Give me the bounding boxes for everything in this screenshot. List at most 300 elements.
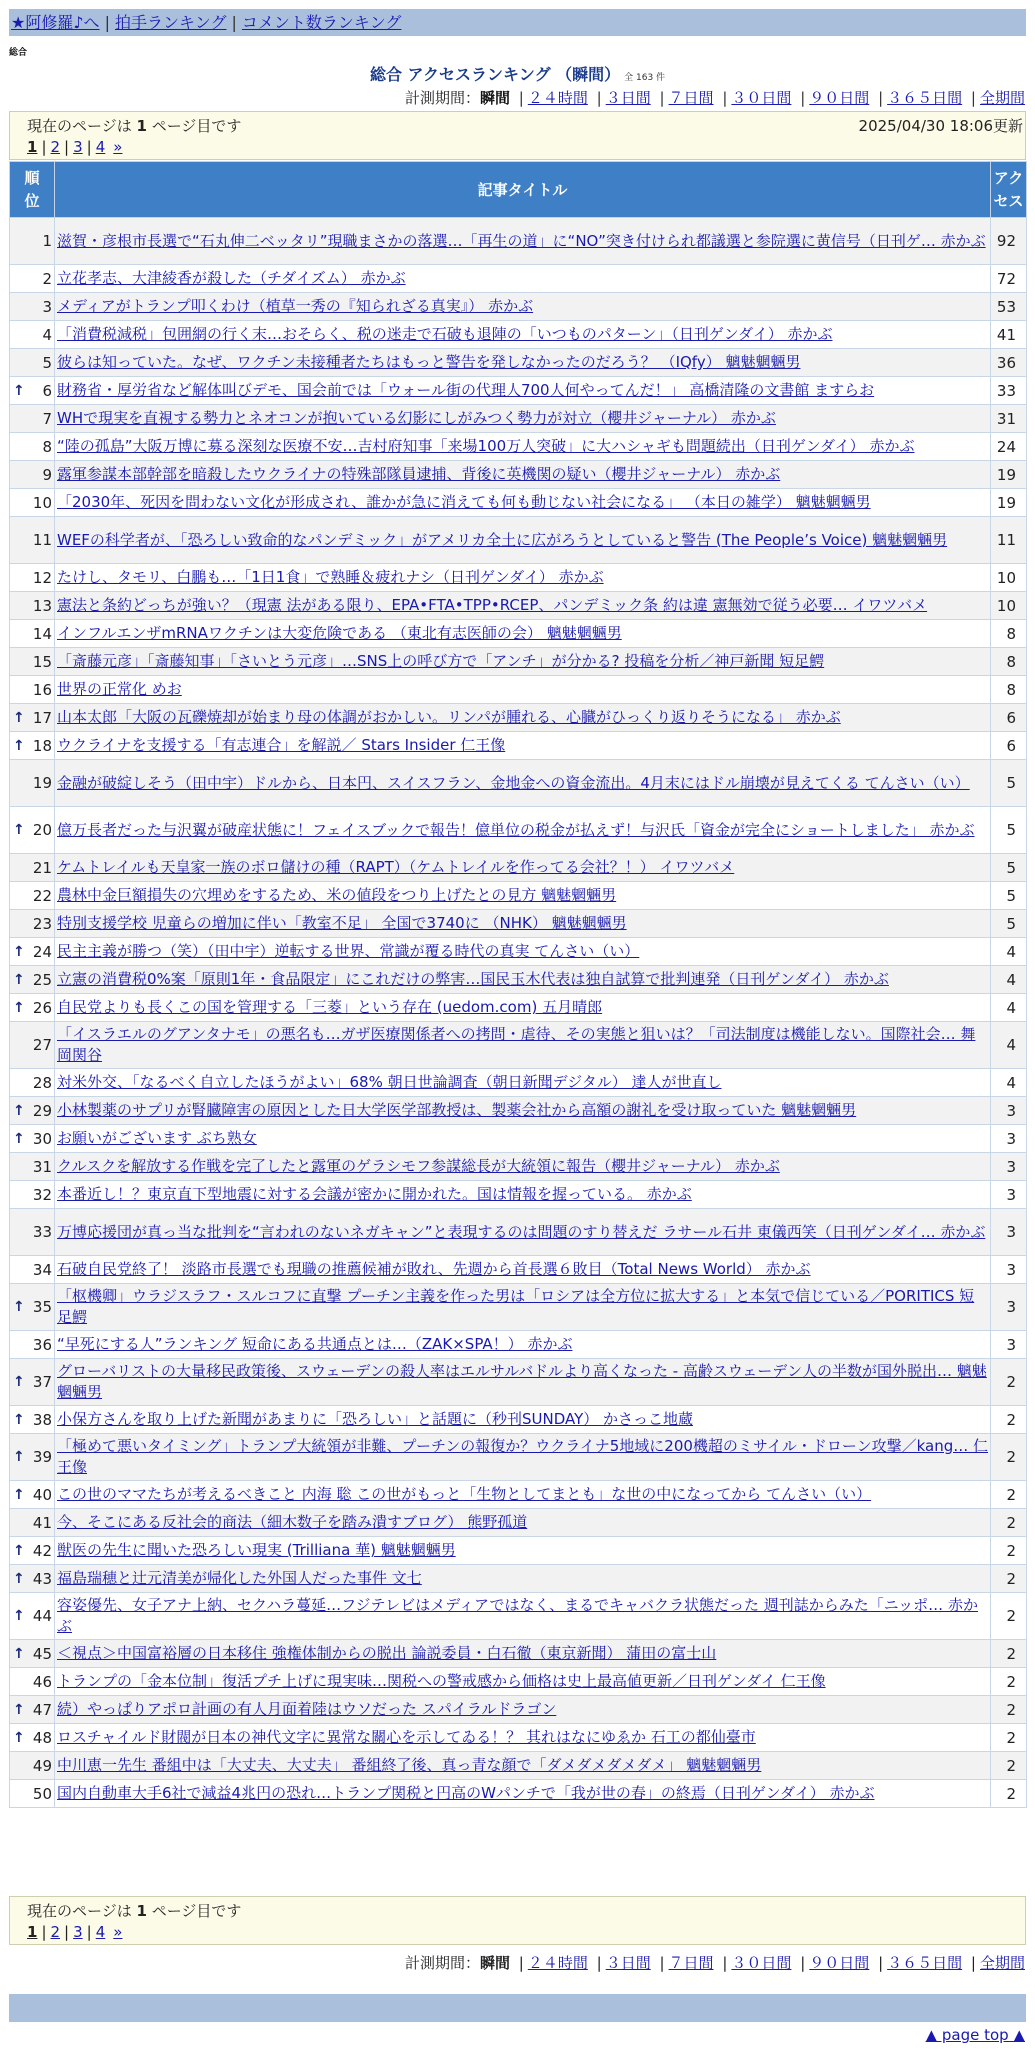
rank-number: 26 (32, 998, 52, 1017)
up-arrow-icon: ↑ (13, 1645, 25, 1662)
article-title-link[interactable]: 自民党よりも長くこの国を管理する「三菱」という存在 (uedom.com) 五月晴郎 (57, 998, 603, 1016)
page-link-4[interactable]: 4 (95, 1923, 106, 1941)
rank-number: 46 (32, 1672, 52, 1691)
title-cell (55, 620, 991, 648)
title-cell (55, 218, 991, 265)
up-arrow-icon: ↑ (13, 1729, 25, 1746)
title-cell (55, 321, 991, 349)
rank-cell (10, 1125, 55, 1153)
title-cell (55, 489, 991, 517)
title-cell (55, 1481, 991, 1509)
section-label: 総合 (9, 48, 28, 58)
rank-number: 32 (32, 1185, 52, 1204)
rank-cell (10, 648, 55, 676)
article-title-link[interactable]: 万博応援団が真っ当な批判を“言われのないネガキャン”と表現するのは問題のすり替えだ ラサール石井 東儀西笑（日刊ゲンダイ… 赤かぶ (57, 1222, 986, 1241)
title-cell (55, 1181, 991, 1209)
title-cell (55, 517, 991, 564)
title-cell (55, 349, 991, 377)
period-link-all[interactable]: 全期間 (979, 89, 1025, 107)
rank-cell (10, 910, 55, 938)
access-count: 2 (991, 1359, 1027, 1406)
article-title-link[interactable]: 立憲の消費税0%案「原則1年・食品限定」にこれだけの弊害…国民玉木代表は独自試算で批判連発（日刊ゲンダイ） 赤かぶ (57, 970, 889, 988)
access-count: 2 (991, 1481, 1027, 1509)
table-row (10, 1153, 1027, 1181)
table-row (10, 489, 1027, 517)
article-title-link[interactable]: この世のママたちが考えるべきこと 内海 聡 この世がもっと「生物としてまとも」な世の中になってから てんさい（い） (57, 1485, 872, 1503)
up-arrow-icon: ↑ (13, 1102, 25, 1119)
total-count: 全 163 件 (624, 73, 666, 83)
table-row (10, 1331, 1027, 1359)
up-arrow-icon: ↑ (13, 1411, 25, 1428)
title-cell (55, 910, 991, 938)
rank-number: 1 (42, 232, 52, 250)
rank-number: 41 (32, 1513, 52, 1532)
period-link-365d[interactable]: ３６５日間 (887, 1954, 963, 1972)
access-count: 92 (991, 218, 1027, 265)
table-row (10, 966, 1027, 994)
ranking-title-line (0, 62, 1035, 85)
title-cell (55, 1752, 991, 1780)
article-title-link[interactable]: クルスクを解放する作戦を完了したと露軍のゲラシモフ参謀総長が大統領に報告（櫻井ジャーナル） 赤かぶ (57, 1157, 780, 1175)
period-selector-bottom: 計測期間：瞬間 | ２４時間 | ３日間 | ７日間 | ３０日間 | ９０日間 | ３６５日間 | 全期間 (404, 1954, 1025, 1972)
page-next-link[interactable]: » (113, 138, 123, 156)
article-title-link[interactable]: 山本太郎「大阪の瓦礫焼却が始まり母の体調がおかしい。リンパが腫れる、心臓がひっくり返りそうになる」 赤かぶ (57, 708, 841, 726)
up-arrow-icon: ↑ (13, 1486, 25, 1503)
period-link-7d[interactable]: ７日間 (668, 89, 714, 107)
rank-number: 3 (42, 297, 52, 316)
table-row (10, 1256, 1027, 1284)
rank-cell (10, 1181, 55, 1209)
access-count: 5 (991, 807, 1027, 854)
period-current: 瞬間 (479, 89, 510, 107)
up-arrow-icon: ↑ (13, 737, 25, 754)
access-count: 2 (991, 1509, 1027, 1537)
article-title-link[interactable]: 対米外交、「なるべく自立したほうがよい」68% 朝日世論調査（朝日新聞デジタル） 達人が世直し (57, 1073, 722, 1091)
rank-cell (10, 882, 55, 910)
article-title-link[interactable]: ケムトレイルも天皇家一族のボロ儲けの種（RAPT）（ケムトレイルを作ってる会社？！） イワツバメ (57, 858, 735, 876)
rank-number: 35 (32, 1298, 52, 1316)
nav-link-comment-ranking[interactable]: コメント数ランキング (241, 13, 402, 32)
period-label: 計測期間： (404, 1954, 480, 1972)
ranking-table (9, 161, 1027, 1808)
title-cell (55, 1153, 991, 1181)
rank-cell (10, 1565, 55, 1593)
title-cell (55, 648, 991, 676)
rank-cell (10, 1331, 55, 1359)
rank-cell (10, 1481, 55, 1509)
header-access: アクセス (991, 162, 1027, 218)
access-count: 8 (991, 648, 1027, 676)
period-selector-top: 計測期間：瞬間 | ２４時間 | ３日間 | ７日間 | ３０日間 | ９０日間 | ３６５日間 | 全期間 (404, 89, 1025, 107)
pagination: 1 | 2 | 3 | 4 » (27, 138, 123, 156)
title-cell (55, 854, 991, 882)
table-row (10, 293, 1027, 321)
article-title-link[interactable]: WHで現実を直視する勢力とネオコンが抱いている幻影にしがみつく勢力が対立（櫻井ジャーナル） 赤かぶ (57, 409, 776, 427)
access-count: 33 (991, 377, 1027, 405)
rank-cell (10, 704, 55, 732)
nav-separator: | (231, 13, 237, 32)
period-link-365d[interactable]: ３６５日間 (887, 89, 963, 107)
article-title-link[interactable]: 「枢機卿」ウラジスラフ・スルコフに直撃 プーチン主義を作った男は「ロシアは全方位に拡大する」と本気で信じている／PORITICS 短足鰐 (57, 1287, 975, 1326)
access-count: 2 (991, 1724, 1027, 1752)
article-title-link[interactable]: 今、そこにある反社会的商法（細木数子を踏み潰すブログ） 熊野孤道 (57, 1513, 528, 1531)
period-link-24h[interactable]: ２４時間 (527, 89, 588, 107)
rank-number: 22 (32, 886, 52, 905)
access-count: 3 (991, 1284, 1027, 1331)
article-title-link[interactable]: 容姿優先、女子アナ上納、セクハラ蔓延…フジテレビはメディアではなく、まるでキャバクラ状態だった 週刊誌からみた「ニッポ… 赤かぶ (57, 1596, 978, 1635)
page-link-4[interactable]: 4 (95, 138, 106, 156)
rank-number: 31 (32, 1157, 52, 1176)
article-title-link[interactable]: 本番近し！？東京直下型地震に対する会議が密かに開かれた。国は情報を握っている。 赤かぶ (57, 1185, 692, 1203)
rank-number: 12 (32, 568, 52, 587)
article-title-link[interactable]: 世界の正常化 めお (57, 680, 182, 698)
access-count: 31 (991, 405, 1027, 433)
table-row (10, 592, 1027, 620)
rank-cell (10, 564, 55, 592)
table-row (10, 882, 1027, 910)
rank-number: 48 (32, 1728, 52, 1747)
rank-number: 49 (32, 1756, 52, 1775)
rank-cell (10, 1640, 55, 1668)
table-row (10, 1069, 1027, 1097)
access-count: 2 (991, 1668, 1027, 1696)
period-link-30d[interactable]: ３０日間 (731, 1954, 792, 1972)
article-title-link[interactable]: 彼らは知っていた。なぜ、ワクチン未接種者たちはもっと警告を発しなかったのだろう？ （IQfy） 魑魅魍魎男 (57, 353, 801, 371)
rank-cell (10, 938, 55, 966)
table-row (10, 461, 1027, 489)
article-title-link[interactable]: お願いがございます ぶち熟女 (57, 1129, 257, 1147)
title-cell (55, 405, 991, 433)
article-title-link[interactable]: 獣医の先生に聞いた恐ろしい現実 (Trilliana 華) 魑魅魍魎男 (57, 1541, 456, 1559)
table-row (10, 1509, 1027, 1537)
access-count: 2 (991, 1406, 1027, 1434)
table-row (10, 349, 1027, 377)
article-title-link[interactable]: 「2030年、死因を問わない文化が形成され、誰かが急に消えても何も動じない社会になる」 （本日の雑学） 魑魅魍魎男 (57, 493, 871, 511)
rank-cell (10, 1509, 55, 1537)
nav-link-asyura-home[interactable]: ★阿修羅♪へ (11, 13, 100, 32)
rank-cell (10, 1593, 55, 1640)
rank-number: 18 (32, 736, 52, 755)
table-row (10, 1593, 1027, 1640)
rank-cell (10, 994, 55, 1022)
period-label: 計測期間： (404, 89, 480, 107)
article-title-link[interactable]: ＜視点＞中国富裕層の日本移住 強権体制からの脱出 論説委員・白石徹（東京新聞） 蒲田の富士山 (57, 1644, 717, 1662)
article-title-link[interactable]: 福島瑞穂と辻元清美が帰化した外国人だった事件 文七 (57, 1569, 422, 1587)
table-row (10, 1481, 1027, 1509)
article-title-link[interactable]: 「極めて悪いタイミング」トランプ大統領が非難、プーチンの報復か？ウクライナ5地域に200機超のミサイル・ドローン攻撃／kang… 仁王像 (57, 1437, 988, 1476)
up-arrow-icon: ↑ (13, 1570, 25, 1587)
rank-number: 39 (32, 1448, 52, 1466)
rank-number: 29 (32, 1101, 52, 1120)
access-count: 5 (991, 760, 1027, 807)
rank-number: 24 (32, 942, 52, 961)
rank-cell (10, 1724, 55, 1752)
article-title-link[interactable]: 滋賀・彦根市長選で“石丸伸二ベッタリ”現職まさかの落選…「再生の道」に“NO”突き付けられ都議選と参院選に黄信号（日刊ゲ… 赤かぶ (57, 231, 986, 250)
title-cell (55, 433, 991, 461)
up-arrow-icon: ↑ (13, 1542, 25, 1559)
title-cell (55, 1097, 991, 1125)
page-next-link[interactable]: » (113, 1923, 123, 1941)
article-title-link[interactable]: トランプの「金本位制」復活プチ上げに現実味…関税への警戒感から価格は史上最高値更新／日刊ゲンダイ 仁王像 (57, 1672, 826, 1690)
rank-number: 25 (32, 970, 52, 989)
article-title-link[interactable]: ウクライナを支援する「有志連合」を解説／ Stars Insider 仁王像 (57, 736, 506, 754)
title-cell (55, 938, 991, 966)
rank-number: 47 (32, 1700, 52, 1719)
article-title-link[interactable]: 石破自民党終了！ 淡路市長選でも現職の推薦候補が敗れ、先週から首長選６敗目（Total News World） 赤かぶ (57, 1260, 811, 1278)
article-title-link[interactable]: インフルエンザmRNAワクチンは大変危険である （東北有志医師の会） 魑魅魍魎男 (57, 624, 622, 642)
nav-separator: | (104, 13, 110, 32)
table-row (10, 648, 1027, 676)
article-title-link[interactable]: “陸の孤島”大阪万博に募る深刻な医療不安…吉村府知事「来場100万人突破」に大ハシャギも問題続出（日刊ゲンダイ） 赤かぶ (57, 437, 915, 455)
header-rank: 順位 (10, 162, 55, 218)
table-row (10, 1780, 1027, 1808)
rank-cell (10, 1022, 55, 1069)
pagination: 1 | 2 | 3 | 4 » (27, 1923, 123, 1941)
page-link-2[interactable]: 2 (50, 1923, 61, 1941)
article-title-link[interactable]: 農林中金巨額損失の穴埋めをするため、米の値段をつり上げたとの見方 魑魅魍魎男 (57, 886, 617, 904)
access-count: 3 (991, 1125, 1027, 1153)
article-title-link[interactable]: たけし、タモリ、白鵬も…「1日1食」で熟睡＆疲れナシ（日刊ゲンダイ） 赤かぶ (57, 568, 604, 586)
access-count: 10 (991, 592, 1027, 620)
title-cell (55, 377, 991, 405)
rank-number: 16 (32, 680, 52, 699)
title-cell (55, 760, 991, 807)
access-count: 24 (991, 433, 1027, 461)
table-row (10, 938, 1027, 966)
article-title-link[interactable]: 立花孝志、大津綾香が殺した（チダイズム） 赤かぶ (57, 269, 406, 287)
rank-number: 50 (32, 1784, 52, 1803)
rank-cell (10, 461, 55, 489)
article-title-link[interactable]: 小林製薬のサプリが腎臓障害の原因とした日大学医学部教授は、製薬会社から高額の謝礼を受け取っていた 魑魅魍魎男 (57, 1101, 857, 1119)
table-row (10, 1640, 1027, 1668)
ranking-title: 総合 アクセスランキング （瞬間） (369, 65, 621, 84)
rank-number: 19 (32, 774, 52, 792)
table-row (10, 676, 1027, 704)
table-row (10, 732, 1027, 760)
title-cell (55, 265, 991, 293)
title-cell (55, 994, 991, 1022)
title-cell (55, 461, 991, 489)
access-count: 3 (991, 1153, 1027, 1181)
access-count: 3 (991, 1331, 1027, 1359)
access-count: 4 (991, 1069, 1027, 1097)
table-row (10, 1406, 1027, 1434)
period-link-3d[interactable]: ３日間 (605, 89, 651, 107)
nav-link-applause-ranking[interactable]: 拍手ランキング (114, 13, 227, 32)
rank-cell (10, 1359, 55, 1406)
page-current: 1 (27, 138, 38, 156)
rank-number: 11 (32, 531, 52, 549)
table-row (10, 433, 1027, 461)
page-link-3[interactable]: 3 (73, 138, 83, 156)
rank-number: 17 (32, 708, 52, 727)
up-arrow-icon: ↑ (13, 1608, 25, 1624)
article-title-link[interactable]: 憲法と条約どっちが強い？（現憲 法がある限り、EPA•FTA•TPP•RCEP、パンデミック条 約は違 憲無効で従う必要… イワツバメ (57, 596, 928, 614)
table-row (10, 807, 1027, 854)
table-row (10, 1668, 1027, 1696)
title-cell (55, 1256, 991, 1284)
access-count: 2 (991, 1640, 1027, 1668)
access-count: 3 (991, 1181, 1027, 1209)
article-title-link[interactable]: 国内自動車大手6社で減益4兆円の恐れ…トランプ関税と円高のWパンチで「我が世の春」の終焉（日刊ゲンダイ） 赤かぶ (57, 1784, 875, 1802)
article-title-link[interactable]: 続）やっぱりアポロ計画の有人月面着陸はウソだった スパイラルドラゴン (57, 1700, 557, 1718)
table-row (10, 377, 1027, 405)
access-count: 2 (991, 1780, 1027, 1808)
rank-number: 7 (42, 409, 52, 428)
title-cell (55, 564, 991, 592)
access-count: 2 (991, 1434, 1027, 1481)
rank-cell (10, 349, 55, 377)
title-cell (55, 1069, 991, 1097)
page-link-2[interactable]: 2 (50, 138, 61, 156)
table-row (10, 564, 1027, 592)
up-arrow-icon: ↑ (13, 1374, 25, 1390)
article-title-link[interactable]: 金融が破綻しそう（田中宇）ドルから、日本円、スイスフラン、金地金への資金流出。4月末にはドル崩壊が見えてくる てんさい（い） (57, 773, 970, 792)
bottom-bar (9, 1994, 1026, 2022)
period-link-24h[interactable]: ２４時間 (527, 1954, 588, 1972)
article-title-link[interactable]: メディアがトランプ叩くわけ（植草一秀の『知られざる真実』） 赤かぶ (57, 297, 534, 315)
access-count: 5 (991, 854, 1027, 882)
rank-cell (10, 1284, 55, 1331)
rank-cell (10, 218, 55, 265)
rank-number: 40 (32, 1485, 52, 1504)
rank-number: 43 (32, 1569, 52, 1588)
access-count: 72 (991, 265, 1027, 293)
top-nav-bar (9, 9, 1026, 36)
title-cell (55, 1022, 991, 1069)
rank-cell (10, 377, 55, 405)
article-title-link[interactable]: 民主主義が勝つ（笑）（田中宇）逆転する世界、常識が覆る時代の真実 てんさい（い） (57, 942, 640, 960)
title-cell (55, 966, 991, 994)
title-cell (55, 1331, 991, 1359)
access-count: 19 (991, 461, 1027, 489)
article-title-link[interactable]: 財務省・厚労省など解体叫びデモ、国会前では「ウォール街の代理人700人何やってんだ！」 高橋清隆の文書館 ますらお (57, 381, 875, 399)
rank-cell (10, 620, 55, 648)
table-row (10, 1537, 1027, 1565)
access-count: 2 (991, 1696, 1027, 1724)
table-row (10, 704, 1027, 732)
title-cell (55, 1359, 991, 1406)
up-arrow-icon: ↑ (13, 999, 25, 1016)
rank-number: 5 (42, 353, 52, 372)
access-count: 19 (991, 489, 1027, 517)
rank-number: 44 (32, 1607, 52, 1625)
article-title-link[interactable]: WEFの科学者が、「恐ろしい致命的なパンデミック」がアメリカ全土に広がろうとしていると警告 (The People’s Voice) 魑魅魍魎男 (57, 530, 948, 549)
rank-cell (10, 517, 55, 564)
title-cell (55, 732, 991, 760)
page-link-3[interactable]: 3 (73, 1923, 83, 1941)
title-cell (55, 1696, 991, 1724)
article-title-link[interactable]: 億万長者だった与沢翼が破産状態に！フェイスブックで報告！億単位の税金が払えず！与沢氏「資金が完全にショートしました」 赤かぶ (57, 820, 975, 839)
article-title-link[interactable]: 中川恵一先生 番組中は「大丈夫、大丈夫」 番組終了後、真っ青な顔で「ダメダメダメダメ」 魑魅魍魎男 (57, 1756, 762, 1774)
rank-cell (10, 1406, 55, 1434)
rank-cell (10, 265, 55, 293)
title-cell (55, 1125, 991, 1153)
access-count: 3 (991, 1097, 1027, 1125)
up-arrow-icon: ↑ (13, 1299, 25, 1315)
current-page-text: 現在のページは 1 ページ目です (27, 117, 242, 135)
access-count: 53 (991, 293, 1027, 321)
rank-cell (10, 1780, 55, 1808)
article-title-link[interactable]: グローバリストの大量移民政策後、スウェーデンの殺人率はエルサルバドルより高くなった - 高齢スウェーデン人の半数が国外脱出… 魑魅魍魎男 (57, 1362, 987, 1401)
title-cell (55, 1640, 991, 1668)
pager-panel-top (9, 111, 1026, 160)
period-link-90d[interactable]: ９０日間 (809, 89, 870, 107)
period-link-all[interactable]: 全期間 (979, 1954, 1025, 1972)
title-cell (55, 1593, 991, 1640)
article-title-link[interactable]: “早死にする人”ランキング 短命にある共通点とは…（ZAK×SPA！） 赤かぶ (57, 1335, 573, 1353)
period-link-3d[interactable]: ３日間 (605, 1954, 651, 1972)
rank-number: 37 (32, 1373, 52, 1391)
table-row (10, 1359, 1027, 1406)
article-title-link[interactable]: 露軍参謀本部幹部を暗殺したウクライナの特殊部隊員逮捕、背後に英機関の疑い（櫻井ジャーナル） 赤かぶ (57, 465, 781, 483)
header-title: 記事タイトル (55, 162, 991, 218)
period-link-90d[interactable]: ９０日間 (809, 1954, 870, 1972)
rank-number: 14 (32, 624, 52, 643)
up-arrow-icon: ↑ (13, 1701, 25, 1718)
access-count: 5 (991, 882, 1027, 910)
article-title-link[interactable]: 特別支援学校 児童らの増加に伴い「教室不足」 全国で3740に （NHK） 魑魅魍魎男 (57, 914, 627, 932)
pager-panel-bottom (9, 1896, 1026, 1945)
access-count: 11 (991, 517, 1027, 564)
access-count: 6 (991, 704, 1027, 732)
page-top-link[interactable]: ▲ page top ▲ (925, 2026, 1025, 2044)
access-count: 4 (991, 994, 1027, 1022)
title-cell (55, 1284, 991, 1331)
title-cell (55, 1509, 991, 1537)
table-row (10, 321, 1027, 349)
table-row (10, 760, 1027, 807)
article-title-link[interactable]: 小保方さんを取り上げた新聞があまりに「恐ろしい」と話題に（秒刊SUNDAY） かさっこ地蔵 (57, 1410, 694, 1428)
title-cell (55, 1565, 991, 1593)
table-row (10, 620, 1027, 648)
article-title-link[interactable]: ロスチャイルド財閥が日本の神代文字に異常な關心を示してゐる！？ 其れはなにゆゑか 石工の都仙臺市 (57, 1728, 756, 1746)
table-row (10, 1284, 1027, 1331)
title-cell (55, 1537, 991, 1565)
up-arrow-icon: ↑ (13, 382, 25, 399)
rank-number: 21 (32, 858, 52, 877)
access-count: 4 (991, 1022, 1027, 1069)
access-count: 2 (991, 1537, 1027, 1565)
table-row (10, 1022, 1027, 1069)
rank-cell (10, 489, 55, 517)
rank-cell (10, 1537, 55, 1565)
title-cell (55, 592, 991, 620)
title-cell (55, 676, 991, 704)
access-count: 2 (991, 1593, 1027, 1640)
article-title-link[interactable]: 「斎藤元彦」「斎藤知事」「さいとう元彦」…SNS上の呼び方で「アンチ」が分かる? 投稿を分析／神戸新聞 短足鰐 (57, 652, 825, 670)
table-row (10, 218, 1027, 265)
access-count: 3 (991, 1256, 1027, 1284)
period-link-7d[interactable]: ７日間 (668, 1954, 714, 1972)
title-cell (55, 704, 991, 732)
period-link-30d[interactable]: ３０日間 (731, 89, 792, 107)
table-row (10, 517, 1027, 564)
article-title-link[interactable]: 「消費税減税」包囲網の行く末…おそらく、税の迷走で石破も退陣の「いつものパターン」（日刊ゲンダイ） 赤かぶ (57, 325, 833, 343)
rank-cell (10, 1668, 55, 1696)
access-count: 36 (991, 349, 1027, 377)
rank-cell (10, 592, 55, 620)
rank-number: 8 (42, 437, 52, 456)
title-cell (55, 1724, 991, 1752)
table-row (10, 1097, 1027, 1125)
rank-number: 42 (32, 1541, 52, 1560)
table-row (10, 1565, 1027, 1593)
rank-cell (10, 1069, 55, 1097)
article-title-link[interactable]: 「イスラエルのグアンタナモ」の悪名も…ガザ医療関係者への拷問・虐待、その実態と狙いは？「司法制度は機能しない。国際社会… 舞岡関谷 (57, 1025, 976, 1064)
access-count: 4 (991, 938, 1027, 966)
title-cell (55, 1668, 991, 1696)
